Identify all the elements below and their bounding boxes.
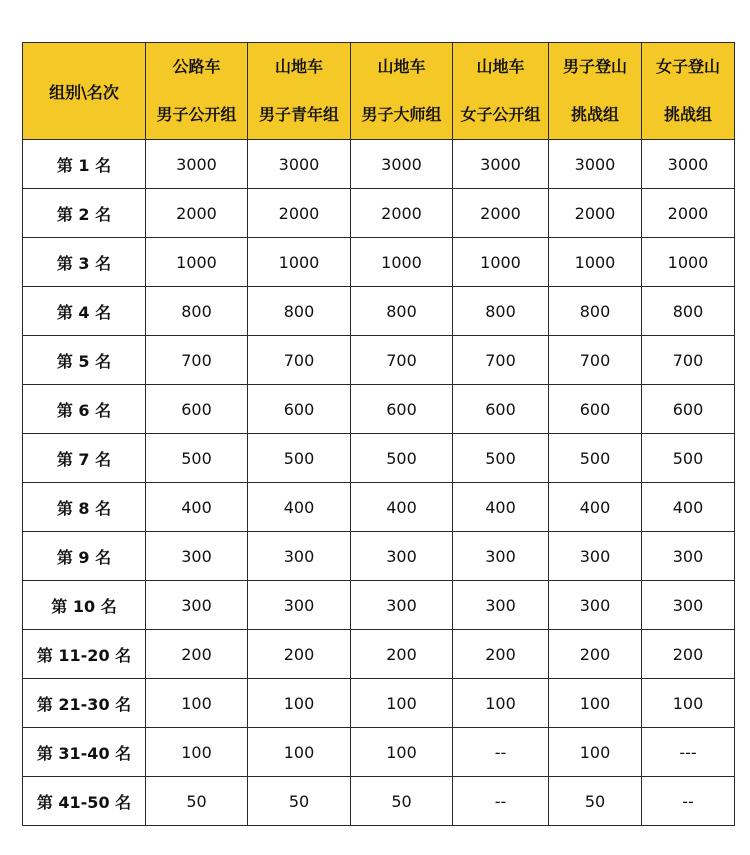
table-row (23, 483, 735, 532)
prize-cell: 400 (146, 483, 248, 532)
prize-cell: 1000 (248, 238, 351, 287)
prize-cell: 100 (351, 728, 453, 777)
prize-cell: 2000 (549, 189, 642, 238)
prize-cell: 200 (549, 630, 642, 679)
column-header-cell (642, 43, 735, 140)
prize-cell: 700 (453, 336, 549, 385)
rank-cell: 第 8 名 (23, 483, 146, 532)
table-row (23, 287, 735, 336)
table-row (23, 679, 735, 728)
prize-table (22, 42, 735, 826)
rank-cell: 第 9 名 (23, 532, 146, 581)
prize-cell: 2000 (146, 189, 248, 238)
prize-cell: 300 (146, 532, 248, 581)
column-header-line2: 男子青年组 (258, 105, 339, 124)
prize-cell: 600 (351, 385, 453, 434)
column-header-line1: 山地车 (377, 57, 426, 76)
corner-header-cell (23, 43, 146, 140)
prize-cell: 300 (351, 581, 453, 630)
prize-cell: 500 (549, 434, 642, 483)
table-row (23, 728, 735, 777)
prize-cell: 700 (549, 336, 642, 385)
prize-cell: 400 (453, 483, 549, 532)
prize-cell: 3000 (549, 140, 642, 189)
prize-cell: 600 (642, 385, 735, 434)
column-header-line2: 男子大师组 (361, 105, 442, 124)
rank-cell: 第 41-50 名 (23, 777, 146, 826)
prize-cell: 50 (146, 777, 248, 826)
prize-cell: 3000 (146, 140, 248, 189)
prize-cell: 500 (351, 434, 453, 483)
column-header-line1: 山地车 (476, 57, 525, 76)
column-header-cell (351, 43, 453, 140)
column-header-cell (453, 43, 549, 140)
rank-cell: 第 1 名 (23, 140, 146, 189)
prize-cell: 700 (642, 336, 735, 385)
prize-cell: 100 (549, 728, 642, 777)
prize-cell: 1000 (453, 238, 549, 287)
prize-cell: 2000 (642, 189, 735, 238)
prize-cell: 100 (146, 728, 248, 777)
prize-cell: 800 (642, 287, 735, 336)
table-row (23, 385, 735, 434)
rank-cell: 第 10 名 (23, 581, 146, 630)
prize-cell: 100 (453, 679, 549, 728)
prize-cell: 100 (146, 679, 248, 728)
prize-cell: 2000 (248, 189, 351, 238)
column-header-line2: 挑战组 (663, 105, 712, 124)
prize-cell: 3000 (248, 140, 351, 189)
prize-cell: 1000 (146, 238, 248, 287)
column-header-line2: 男子公开组 (156, 105, 237, 124)
rank-cell: 第 2 名 (23, 189, 146, 238)
prize-cell: 800 (146, 287, 248, 336)
rank-cell: 第 3 名 (23, 238, 146, 287)
prize-cell: 400 (642, 483, 735, 532)
prize-cell: 2000 (453, 189, 549, 238)
column-header-line1: 女子登山 (655, 57, 720, 76)
column-header-line2: 女子公开组 (460, 105, 541, 124)
prize-cell: 300 (642, 532, 735, 581)
prize-cell: 100 (248, 728, 351, 777)
column-header-cell (146, 43, 248, 140)
column-header-line1: 公路车 (172, 57, 221, 76)
prize-cell: 800 (453, 287, 549, 336)
prize-cell: 200 (453, 630, 549, 679)
prize-cell: 200 (146, 630, 248, 679)
prize-cell: 3000 (351, 140, 453, 189)
prize-cell: 100 (549, 679, 642, 728)
table-row (23, 189, 735, 238)
prize-cell: --- (642, 728, 735, 777)
prize-cell: 700 (351, 336, 453, 385)
prize-cell: 800 (248, 287, 351, 336)
prize-cell: 100 (351, 679, 453, 728)
prize-cell: 400 (248, 483, 351, 532)
prize-cell: 100 (248, 679, 351, 728)
prize-cell: 200 (642, 630, 735, 679)
prize-cell: 1000 (351, 238, 453, 287)
prize-cell: 2000 (351, 189, 453, 238)
rank-cell: 第 21-30 名 (23, 679, 146, 728)
prize-cell: 600 (549, 385, 642, 434)
table-row (23, 336, 735, 385)
table-row (23, 238, 735, 287)
prize-cell: 600 (453, 385, 549, 434)
table-row (23, 630, 735, 679)
prize-cell: 800 (351, 287, 453, 336)
prize-cell: 800 (549, 287, 642, 336)
prize-cell: 1000 (642, 238, 735, 287)
rank-cell: 第 11-20 名 (23, 630, 146, 679)
prize-cell: 500 (146, 434, 248, 483)
prize-cell: -- (453, 777, 549, 826)
prize-cell: 300 (453, 581, 549, 630)
column-header-line2: 挑战组 (570, 105, 619, 124)
prize-cell: 100 (642, 679, 735, 728)
prize-cell: 500 (642, 434, 735, 483)
prize-cell: 700 (248, 336, 351, 385)
prize-cell: -- (453, 728, 549, 777)
table-row (23, 581, 735, 630)
header-row (23, 43, 735, 140)
prize-cell: 500 (453, 434, 549, 483)
column-header-line1: 山地车 (274, 57, 323, 76)
rank-cell: 第 5 名 (23, 336, 146, 385)
column-header-cell (248, 43, 351, 140)
column-header-line1: 男子登山 (562, 57, 627, 76)
prize-cell: 50 (248, 777, 351, 826)
column-header-cell (549, 43, 642, 140)
prize-cell: 400 (351, 483, 453, 532)
prize-cell: 600 (248, 385, 351, 434)
prize-cell: 300 (248, 532, 351, 581)
prize-cell: -- (642, 777, 735, 826)
table-row (23, 532, 735, 581)
prize-cell: 300 (549, 581, 642, 630)
prize-cell: 200 (248, 630, 351, 679)
prize-cell: 300 (549, 532, 642, 581)
prize-cell: 700 (146, 336, 248, 385)
prize-cell: 500 (248, 434, 351, 483)
prize-cell: 3000 (642, 140, 735, 189)
rank-cell: 第 6 名 (23, 385, 146, 434)
prize-cell: 300 (642, 581, 735, 630)
prize-cell: 300 (453, 532, 549, 581)
table-body (23, 140, 735, 826)
rank-cell: 第 4 名 (23, 287, 146, 336)
table-row (23, 777, 735, 826)
prize-cell: 400 (549, 483, 642, 532)
prize-cell: 300 (146, 581, 248, 630)
prize-cell: 50 (549, 777, 642, 826)
prize-cell: 1000 (549, 238, 642, 287)
prize-cell: 50 (351, 777, 453, 826)
corner-header-label: 组别\名次 (49, 82, 119, 102)
rank-cell: 第 7 名 (23, 434, 146, 483)
prize-cell: 300 (351, 532, 453, 581)
prize-cell: 300 (248, 581, 351, 630)
prize-cell: 200 (351, 630, 453, 679)
prize-cell: 600 (146, 385, 248, 434)
table-row (23, 140, 735, 189)
table-header (23, 43, 735, 140)
table-row (23, 434, 735, 483)
rank-cell: 第 31-40 名 (23, 728, 146, 777)
prize-cell: 3000 (453, 140, 549, 189)
